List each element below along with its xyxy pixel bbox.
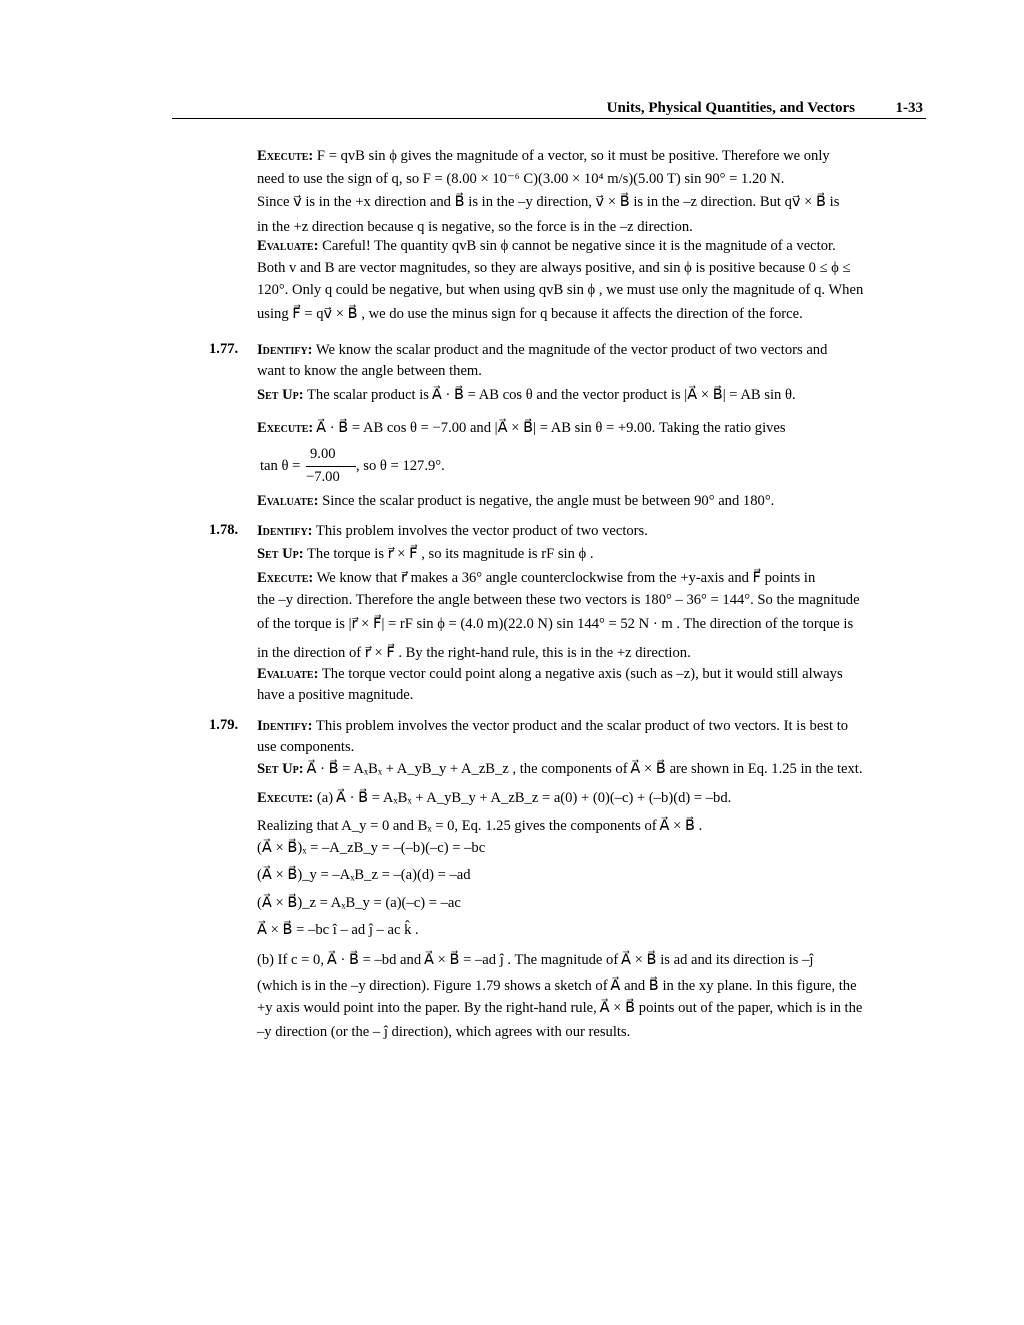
- page-number: 1-33: [895, 100, 923, 116]
- text-line: (A⃗ × B⃗)_z = AₓB_y = (a)(–c) = –ac: [257, 895, 461, 911]
- section-label: Execute:: [257, 790, 314, 806]
- text-line: of the torque is |r⃗ × F⃗| = rF sin ϕ = (4.0 m)(22.0 N) sin 144° = 52 N · m . The direction of the torque is: [257, 616, 854, 632]
- section-label: Set Up:: [257, 546, 304, 562]
- text-line: Identify: This problem involves the vector product of two vectors.: [257, 523, 648, 539]
- problem-number: 1.78.: [209, 522, 239, 538]
- text-line: the –y direction. Therefore the angle between these two vectors is 180° – 36° = 144°. So the magnitude: [257, 592, 860, 608]
- text-line: –y direction (or the – ĵ direction), which agrees with our results.: [257, 1024, 631, 1040]
- text-line: A⃗ × B⃗ = –bc î – ad ĵ – ac k̂ .: [257, 922, 419, 938]
- text-line: Execute: A⃗ · B⃗ = AB cos θ = −7.00 and |A⃗ × B⃗| = AB sin θ = +9.00. Taking the ratio gives: [257, 420, 786, 436]
- fraction-denominator: −7.00: [306, 469, 340, 485]
- text-line: Execute: (a) A⃗ · B⃗ = AₓBₓ + A_yB_y + A_zB_z = a(0) + (0)(–c) + (–b)(d) = –bd.: [257, 790, 732, 806]
- section-label: Execute:: [257, 570, 314, 586]
- text-line: Execute: F = qvB sin ϕ gives the magnitude of a vector, so it must be positive. Therefore we only: [257, 148, 830, 164]
- text-line: Set Up: The scalar product is A⃗ · B⃗ = AB cos θ and the vector product is |A⃗ × B⃗| = AB sin θ.: [257, 387, 796, 403]
- equation-lhs: tan θ =: [260, 458, 301, 474]
- text-line: in the direction of r⃗ × F⃗ . By the right-hand rule, this is in the +z direction.: [257, 645, 691, 661]
- text-line: use components.: [257, 739, 355, 755]
- text-line: Identify: This problem involves the vector product and the scalar product of two vectors. It is best to: [257, 718, 849, 734]
- text-line: Evaluate: Since the scalar product is negative, the angle must be between 90° and 180°.: [257, 493, 775, 509]
- text-line: have a positive magnitude.: [257, 687, 414, 703]
- section-label: Identify:: [257, 718, 313, 734]
- text-line: Identify: We know the scalar product and the magnitude of the vector product of two vectors and: [257, 342, 828, 358]
- text-line: (A⃗ × B⃗)ₓ = –A_zB_y = –(–b)(–c) = –bc: [257, 840, 486, 856]
- text-line: Realizing that A_y = 0 and Bₓ = 0, Eq. 1.25 gives the components of A⃗ × B⃗ .: [257, 818, 703, 834]
- equation-rhs: , so θ = 127.9°.: [356, 458, 445, 474]
- fraction-bar: [306, 466, 356, 467]
- fraction-numerator: 9.00: [310, 446, 336, 462]
- text-line: (which is in the –y direction). Figure 1.79 shows a sketch of A⃗ and B⃗ in the xy plane. In this figure, the: [257, 978, 857, 994]
- text-line: Both v and B are vector magnitudes, so they are always positive, and sin ϕ is positive because 0 ≤ ϕ ≤: [257, 260, 851, 276]
- problem-number: 1.77.: [209, 341, 239, 357]
- section-label: Set Up:: [257, 387, 304, 403]
- text-line: in the +z direction because q is negative, so the force is in the –z direction.: [257, 219, 693, 235]
- section-label: Identify:: [257, 523, 313, 539]
- text-line: (A⃗ × B⃗)_y = –AₓB_z = –(a)(d) = –ad: [257, 867, 471, 883]
- header-title: Units, Physical Quantities, and Vectors: [606, 100, 855, 116]
- text-line: Evaluate: The torque vector could point along a negative axis (such as –z), but it would still always: [257, 666, 843, 682]
- section-label: Evaluate:: [257, 493, 319, 509]
- section-label: Set Up:: [257, 761, 304, 777]
- text-line: Set Up: A⃗ · B⃗ = AₓBₓ + A_yB_y + A_zB_z , the components of A⃗ × B⃗ are shown in Eq. 1.25 in the text.: [257, 761, 863, 777]
- section-label: Execute:: [257, 148, 314, 164]
- text-line: using F⃗ = qv⃗ × B⃗ , we do use the minus sign for q because it affects the direction of the force.: [257, 306, 803, 322]
- text-line: Execute: We know that r⃗ makes a 36° angle counterclockwise from the +y-axis and F⃗ points in: [257, 570, 816, 586]
- text-line: 120°. Only q could be negative, but when using qvB sin ϕ , we must use only the magnitude of q. When: [257, 282, 864, 298]
- section-label: Execute:: [257, 420, 314, 436]
- text-line: Evaluate: Careful! The quantity qvB sin ϕ cannot be negative since it is the magnitude of a vector.: [257, 238, 836, 254]
- running-header: [172, 98, 926, 119]
- text-line: Set Up: The torque is r⃗ × F⃗ , so its magnitude is rF sin ϕ .: [257, 546, 594, 562]
- section-label: Identify:: [257, 342, 313, 358]
- problem-number: 1.79.: [209, 717, 239, 733]
- text-line: need to use the sign of q, so F = (8.00 × 10⁻⁶ C)(3.00 × 10⁴ m/s)(5.00 T) sin 90° = 1.20 N.: [257, 171, 785, 187]
- text-line: Since v⃗ is in the +x direction and B⃗ is in the –y direction, v⃗ × B⃗ is in the –z direction. But qv⃗ × B⃗ is: [257, 194, 840, 210]
- text-line: want to know the angle between them.: [257, 363, 482, 379]
- text-line: +y axis would point into the paper. By the right-hand rule, A⃗ × B⃗ points out of the paper, which is in the: [257, 1000, 863, 1016]
- section-label: Evaluate:: [257, 666, 319, 682]
- section-label: Evaluate:: [257, 238, 319, 254]
- text-line: (b) If c = 0, A⃗ · B⃗ = –bd and A⃗ × B⃗ = –ad ĵ . The magnitude of A⃗ × B⃗ is ad and its direction is –ĵ: [257, 952, 814, 968]
